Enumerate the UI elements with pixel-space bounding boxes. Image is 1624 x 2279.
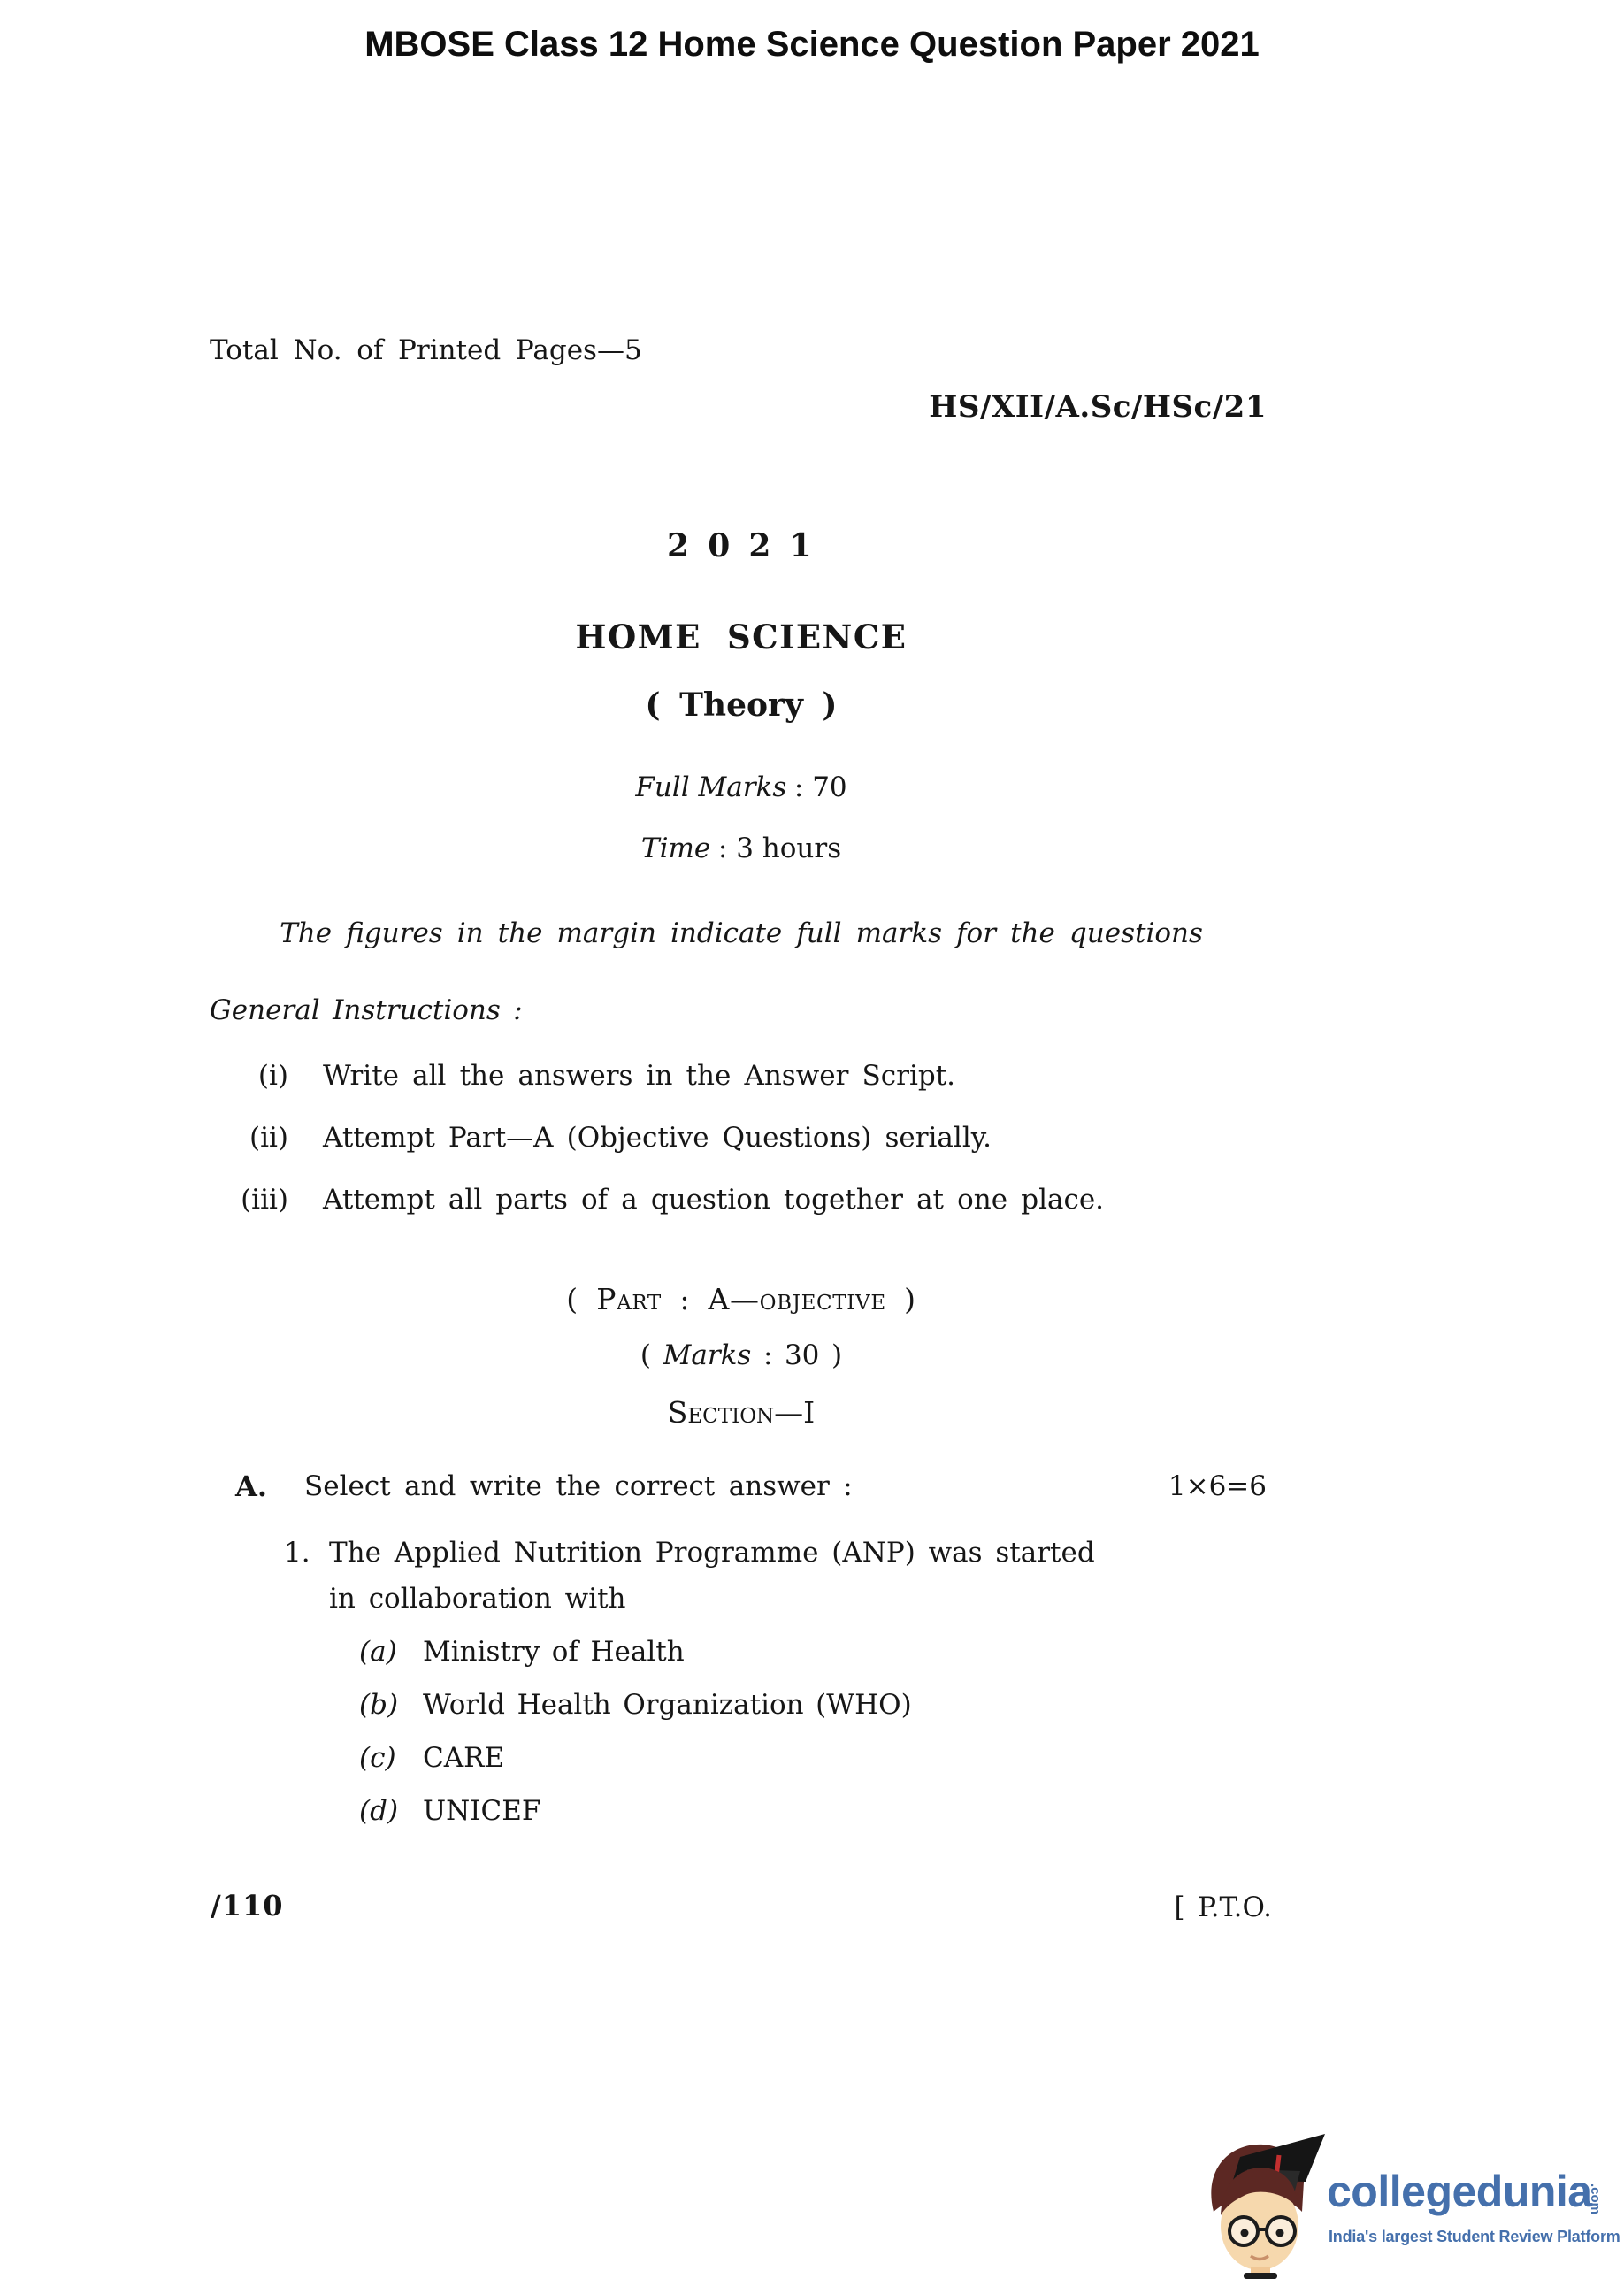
option-a-text: Ministry of Health [423,1636,685,1668]
general-instructions-heading: General Instructions : [210,994,523,1026]
mascot-collar [1244,2273,1277,2279]
mascot-left-eye [1241,2229,1249,2237]
collegedunia-wordmark[interactable]: collegedunia [1327,2167,1592,2216]
paper-code: HS/XII/A.Sc/HSc/21 [929,389,1267,425]
instruction-text: Attempt Part—A (Objective Questions) serially. [323,1122,992,1154]
question-1-text-line2: in collaboration with [329,1583,626,1615]
full-marks-label: Full Marks [635,771,787,803]
collegedunia-tld: .com [1588,2183,1603,2215]
subject-title: HOME SCIENCE [575,618,908,656]
collegedunia-tagline: India's largest Student Review Platform [1329,2228,1620,2245]
collegedunia-mascot-icon [1194,2116,1336,2279]
instruction-text: Attempt all parts of a question together at one place. [323,1184,1105,1216]
full-marks-line [208,771,1275,803]
mascot-right-eye [1276,2229,1284,2237]
part-a-marks [208,1339,1275,1371]
paper-type: ( Theory ) [645,687,838,724]
marks-label: Marks [663,1339,752,1371]
time-line [208,833,1275,864]
option-b-label: (b) [359,1689,399,1721]
section-heading: Section—I [667,1395,816,1430]
collegedunia-logo[interactable] [1194,2116,1624,2279]
full-marks-value: : 70 [793,771,847,803]
exam-year: 2 0 2 1 [666,527,816,564]
paper-series-number: /110 [211,1889,284,1922]
margin-note: The figures in the margin indicate full marks for the questions [280,917,1203,949]
time-value: : 3 hours [717,833,842,864]
option-d-label: (d) [359,1795,399,1827]
option-b-text: World Health Organization (WHO) [423,1689,912,1721]
instruction-text: Write all the answers in the Answer Script. [323,1060,956,1092]
option-c-label: (c) [359,1742,396,1774]
instruction-number: (ii) [249,1122,288,1154]
printed-pages-note: Total No. of Printed Pages—5 [210,334,642,366]
question-1-text-line1: The Applied Nutrition Programme (ANP) was started [329,1537,1095,1569]
marks-paren-open: ( [640,1339,652,1371]
instruction-number: (i) [257,1060,288,1092]
option-d-text: UNICEF [423,1795,541,1827]
pto-note: [ P.T.O. [1174,1891,1272,1923]
question-a-text: Select and write the correct answer : [304,1470,853,1502]
page-title: MBOSE Class 12 Home Science Question Paper 2021 [364,25,1260,64]
question-a-marks: 1×6=6 [1168,1470,1267,1502]
option-c-text: CARE [423,1742,505,1774]
option-a-label: (a) [359,1636,397,1668]
time-label: Time [640,833,711,864]
instruction-number: (iii) [241,1184,288,1216]
question-a-label: A. [235,1469,267,1503]
marks-value: : 30 ) [762,1339,843,1371]
part-a-heading: ( Part : A—objective ) [566,1282,916,1316]
question-1-number: 1. [284,1537,310,1569]
